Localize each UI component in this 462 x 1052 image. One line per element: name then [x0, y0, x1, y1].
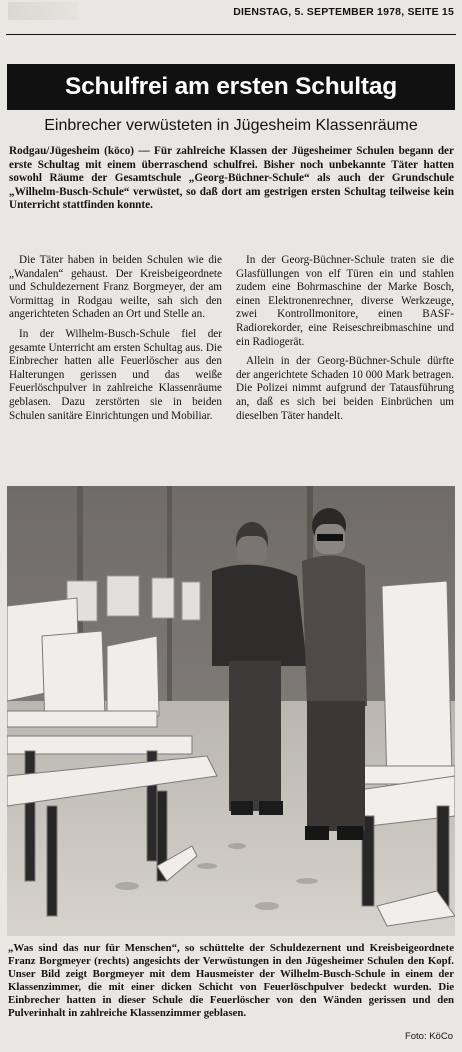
headline-bar	[7, 64, 455, 110]
left-paragraph-2: In der Wilhelm-Busch-Schule fiel der gesamte Unterricht am ersten Schultag aus. Die Einbrecher hatten alle Feuerlöscher aus den Halterungen gerissen und das weiße Feuerlöschpulver in zahlreiche Klassenräume geblasen. Dazu zerstörten sie in beiden Schulen sanitäre Einrichtungen und Mobiliar.	[9, 327, 222, 422]
subheadline: Einbrecher verwüsteten in Jügesheim Klassenräume	[44, 117, 418, 134]
left-column	[9, 254, 222, 429]
photo-credit: Foto: KöCo	[404, 1031, 453, 1042]
lead-paragraph: Rodgau/Jügesheim (köco) — Für zahlreiche Klassen der Jügesheimer Schulen begann der erste Schultag mit einem überraschend schulfrei. Bisher noch unbekannte Täter hatten sowohl Räume der Gesamtschule „Georg-Büchner-Schule“ als auch der Grundschule „Wilhelm-Busch-Schule“ verwüstet, so daß dort am gestrigen ersten Schultag teilweise kein Unterricht stattfinden konnte.	[9, 145, 454, 212]
classroom-photo-illustration	[7, 486, 455, 936]
header-rule	[6, 34, 456, 35]
news-photo	[7, 486, 455, 936]
headline: Schulfrei am ersten Schultag	[64, 73, 398, 100]
left-paragraph-1: Die Täter haben in beiden Schulen wie die „Wandalen“ gehaust. Der Kreisbeigeordnete und Schuldezernent Franz Borgmeyer, der am Vormittag in Rodgau weilte, sah sich den angerichteten Schaden an Ort und Stelle an.	[9, 254, 222, 321]
right-paragraph-2: Allein in der Georg-Büchner-Schule dürfte der angerichtete Schaden 10 000 Mark betragen. Die Polizei nimmt aufgrund der Tatausführung an, daß es sich bei beiden Einbrüchen um dieselben Täter handelt.	[236, 355, 454, 422]
dateline: DIENSTAG, 5. SEPTEMBER 1978, SEITE 15	[233, 6, 454, 18]
right-paragraph-1: In der Georg-Büchner-Schule traten sie die Glasfüllungen von elf Türen ein und stahlen zudem eine Bohrmaschine der Marke Bosch, einen Elektronenrechner, diverse Werkzeuge, zwei Kontrollmonitore, einen BASF-Radiorekorder, eine Reiseschreibmaschine und ein Radiogerät.	[236, 254, 454, 348]
right-column	[236, 254, 454, 429]
photo-caption: „Was sind das nur für Menschen“, so schüttelte der Schuldezernent und Kreisbeigeordnete Franz Borgmeyer (rechts) angesichts der Verwüstungen in den Jügesheimer Schulen den Kopf. Unser Bild zeigt Borgmeyer mit dem Hausmeister der Wilhelm-Busch-Schule in einem der Klassenzimmer, die mit einer dicken Schicht von Feuerlöschpulver bedeckt wurden. Die Einbrecher hatten in dieser Schule die Feuerlöscher von den Wänden gerissen und den Pulverinhalt in zahlreiche Klassenzimmer geblasen.	[8, 942, 454, 1020]
masthead-fragment	[8, 2, 78, 20]
